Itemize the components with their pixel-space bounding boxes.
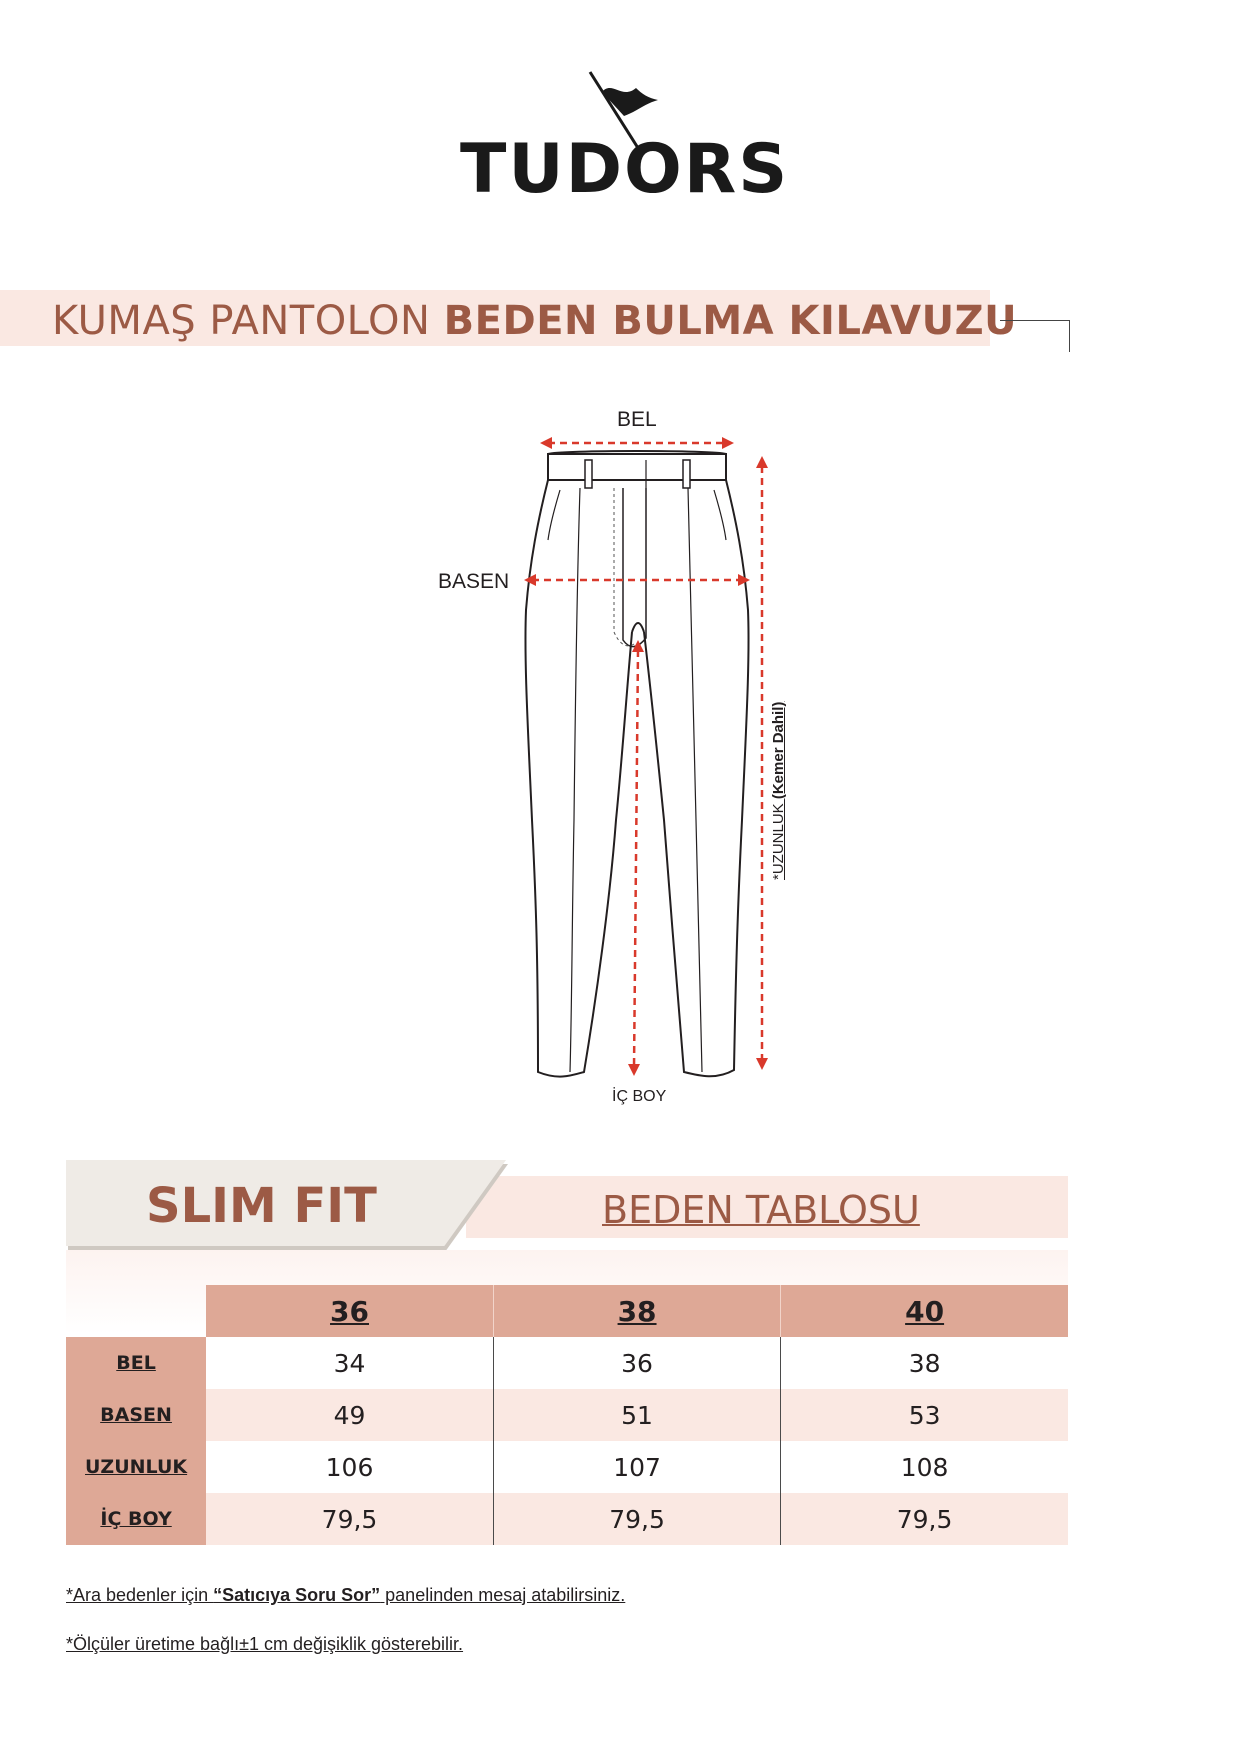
table-cell: 107 (493, 1441, 780, 1493)
row-label: UZUNLUK (66, 1441, 206, 1493)
table-corner (66, 1285, 206, 1337)
title-regular: KUMAŞ PANTOLON (52, 298, 444, 344)
size-table (66, 1285, 1068, 1545)
size-header: 40 (781, 1285, 1068, 1337)
row-label: BASEN (66, 1389, 206, 1441)
size-header: 38 (493, 1285, 780, 1337)
table-row (66, 1337, 1068, 1389)
table-cell: 38 (781, 1337, 1068, 1389)
title-divider (1000, 320, 1070, 352)
table-cell: 49 (206, 1389, 493, 1441)
table-row (66, 1493, 1068, 1545)
page-title (52, 298, 1017, 344)
note-ara-beden (66, 1585, 1066, 1606)
fit-label: SLIM FIT (146, 1178, 377, 1234)
ic-boy-arrow (634, 650, 638, 1068)
table-cell: 79,5 (206, 1493, 493, 1545)
size-header-row (66, 1285, 1068, 1337)
note1-bold: “Satıcıya Soru Sor” (213, 1585, 381, 1605)
brand-logo (460, 70, 790, 210)
row-label: BEL (66, 1337, 206, 1389)
table-cell: 53 (781, 1389, 1068, 1441)
table-row (66, 1441, 1068, 1493)
table-cell: 51 (493, 1389, 780, 1441)
note1-post: panelinden mesaj atabilirsiniz. (380, 1585, 626, 1605)
table-cell: 106 (206, 1441, 493, 1493)
table-cell: 108 (781, 1441, 1068, 1493)
beden-tablosu-title: BEDEN TABLOSU (602, 1188, 920, 1232)
table-cell: 79,5 (781, 1493, 1068, 1545)
note-olculer: *Ölçüler üretime bağlı±1 cm değişiklik gösterebilir. (66, 1634, 464, 1654)
table-cell: 36 (493, 1337, 780, 1389)
trouser-diagram (420, 400, 820, 1120)
note1-pre: *Ara bedenler için (66, 1585, 214, 1605)
fit-header (66, 1160, 1068, 1240)
table-row (66, 1389, 1068, 1441)
ic-boy-label: İÇ BOY (612, 1088, 667, 1105)
footnotes (66, 1585, 1066, 1683)
logo-text: TUDORS (460, 130, 790, 209)
bel-label: BEL (617, 408, 657, 431)
uzunluk-text: *UZUNLUK (770, 799, 787, 880)
table-cell: 79,5 (493, 1493, 780, 1545)
uzunluk-label (770, 702, 787, 880)
size-header: 36 (206, 1285, 493, 1337)
trouser-illustration (420, 400, 820, 1120)
row-label: İÇ BOY (66, 1493, 206, 1545)
uzunluk-note: (Kemer Dahil) (770, 701, 787, 800)
title-bold: BEDEN BULMA KILAVUZU (443, 298, 1018, 344)
basen-label: BASEN (438, 570, 510, 593)
table-cell: 34 (206, 1337, 493, 1389)
